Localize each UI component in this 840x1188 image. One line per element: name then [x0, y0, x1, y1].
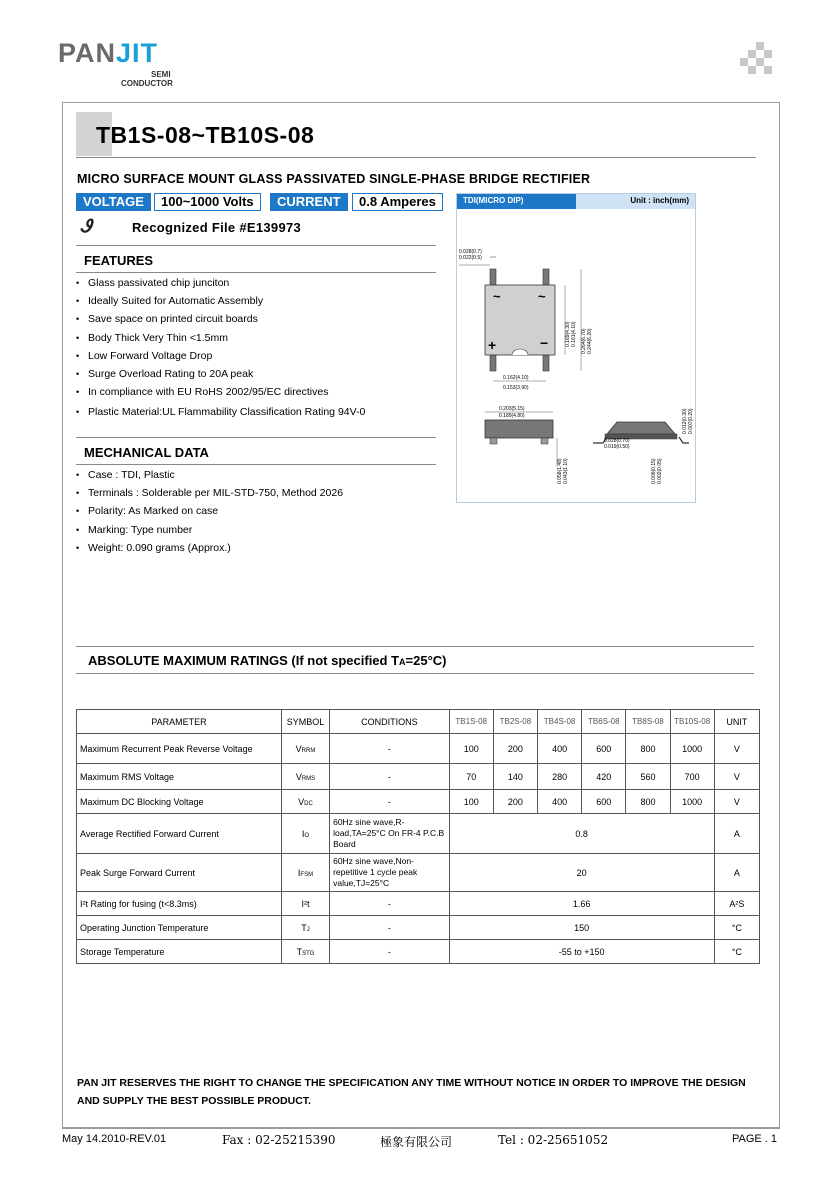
dim-side-width-min: 0.189(4.80) [499, 413, 525, 419]
package-header [457, 194, 695, 209]
mechanical-top-rule [76, 437, 436, 438]
voltage-label: VOLTAGE [76, 193, 151, 211]
ratings-bottom-rule [76, 673, 754, 674]
header-device: TB8S-08 [626, 710, 670, 734]
package-body-side [485, 420, 553, 438]
mark-ac-right: ~ [538, 289, 546, 304]
logo-jit: JIT [116, 38, 159, 68]
logo-pan: PAN [58, 38, 117, 68]
table-row: I²t Rating for fusing (t<8.3ms) I²t - 1.66 A²S [77, 892, 760, 916]
dim-lead-width-max: 0.028(0.7) [459, 249, 482, 255]
dim-pitch-min: 0.153(3.90) [503, 385, 529, 391]
header-device: TB4S-08 [537, 710, 581, 734]
package-name: TDI(MICRO DIP) [463, 196, 524, 205]
ratings-top-rule [76, 646, 754, 647]
list-item: • Weight: 0.090 grams (Approx.) [76, 539, 343, 557]
table-row: Maximum RMS Voltage VRMS - 70 140 280 420 560 700 V [77, 764, 760, 790]
list-item: • Plastic Material:UL Flammability Classification Rating 94V-0 [76, 403, 365, 421]
dim-total-height-max: 0.264(6.70) [581, 328, 587, 354]
list-item: • In compliance with EU RoHS 2002/95/EC directives [76, 383, 365, 401]
dim-foot-max: 0.028(0.70) [604, 438, 630, 444]
header-device: TB10S-08 [670, 710, 714, 734]
footer-tel: Tel : 02-25651052 [498, 1133, 609, 1147]
dim-thickness-min: 0.007(0.20) [688, 408, 694, 434]
package-unit: Unit : inch(mm) [630, 196, 689, 205]
list-item: • Body Thick Very Thin <1.5mm [76, 329, 365, 347]
header-device: TB1S-08 [449, 710, 493, 734]
dim-foot-height-max: 0.006(0.15) [651, 458, 657, 484]
features-title: FEATURES [84, 253, 154, 268]
disclaimer-text: PAN JIT RESERVES THE RIGHT TO CHANGE THE SPECIFICATION ANY TIME WITHOUT NOTICE IN ORDER TO IMPROVE THE DESIGN AND SUPPLY THE BEST POSSIBLE PRODUCT. [77, 1077, 746, 1107]
footer-page: PAGE . 1 [732, 1133, 778, 1145]
decorative-squares-icon [740, 42, 780, 82]
ratings-table [76, 709, 760, 964]
ul-logo-icon: Ꮽ [80, 216, 92, 236]
panjit-logo [58, 40, 198, 90]
footer-fax: Fax : 02-25215390 [222, 1133, 336, 1147]
dim-lead-width-min: 0.022(0.5) [459, 255, 482, 261]
header-device: TB2S-08 [493, 710, 537, 734]
dim-side-width-max: 0.203(5.15) [499, 406, 525, 412]
features-top-rule [76, 245, 436, 246]
dim-body-height-max: 0.169(4.30) [565, 321, 571, 347]
logo-semi: SEMI [151, 70, 171, 79]
lead-top-left [490, 269, 496, 285]
dim-side-height-max: 0.058(1.48) [557, 458, 563, 484]
table-row: Operating Junction Temperature TJ - 150 °C [77, 916, 760, 940]
mechanical-bottom-rule [76, 464, 436, 465]
mechanical-list [76, 466, 343, 557]
header-conditions: CONDITIONS [330, 710, 450, 734]
ratings-title: ABSOLUTE MAXIMUM RATINGS (If not specified TA=25°C) [88, 653, 447, 668]
features-bottom-rule [76, 272, 436, 273]
dim-body-height-min: 0.161(4.10) [571, 321, 577, 347]
features-list [76, 274, 365, 422]
table-row: Maximum Recurrent Peak Reverse Voltage VRRM - 100 200 400 600 800 1000 V [77, 734, 760, 764]
footer-company: 極象有限公司 [380, 1135, 453, 1149]
list-item: • Case : TDI, Plastic [76, 466, 343, 484]
header-unit: UNIT [714, 710, 759, 734]
dim-foot-min: 0.019(0.50) [604, 444, 630, 450]
header-parameter: PARAMETER [77, 710, 282, 734]
product-subtitle: MICRO SURFACE MOUNT GLASS PASSIVATED SINGLE-PHASE BRIDGE RECTIFIER [77, 172, 591, 186]
list-item: • Terminals : Solderable per MIL-STD-750, Method 2026 [76, 484, 343, 502]
footer-divider [62, 1128, 780, 1129]
mechanical-title: MECHANICAL DATA [84, 445, 209, 460]
list-item: • Glass passivated chip junciton [76, 274, 365, 292]
ul-recognized-text: Recognized File #E139973 [132, 220, 302, 235]
dim-side-height-min: 0.043(1.10) [563, 458, 569, 484]
current-label: CURRENT [270, 193, 348, 211]
package-drawing [456, 193, 696, 503]
package-outline-svg [457, 209, 695, 503]
mark-minus: − [540, 335, 549, 351]
logo-conductor: CONDUCTOR [121, 79, 173, 88]
voltage-value: 100~1000 Volts [154, 193, 261, 211]
table-row: Average Rectified Forward Current IO 60Hz sine wave,R-load,TA=25°C On FR-4 P.C.B Board 0.8 A [77, 814, 760, 854]
table-header-row [77, 710, 760, 734]
list-item: • Low Forward Voltage Drop [76, 347, 365, 365]
dim-total-height-min: 0.244(6.20) [587, 328, 593, 354]
dim-foot-height-min: 0.002(0.05) [657, 458, 663, 484]
list-item: • Save space on printed circuit boards [76, 310, 365, 328]
package-profile [607, 422, 675, 434]
title-divider [76, 157, 756, 158]
page-title: TB1S-08~TB10S-08 [96, 122, 315, 148]
list-item: • Surge Overload Rating to 20A peak [76, 365, 365, 383]
list-item: • Marking: Type number [76, 521, 343, 539]
table-row: Peak Surge Forward Current IFSM 60Hz sine wave,Non-repetitive 1 cycle peak value,TJ=25°C 20 A [77, 854, 760, 892]
list-item: • Polarity: As Marked on case [76, 502, 343, 520]
mark-ac-left: ~ [493, 289, 501, 304]
table-row: Storage Temperature TSTG - -55 to +150 °C [77, 940, 760, 964]
mark-plus: + [488, 337, 497, 353]
lead-top-right [543, 269, 549, 285]
lead-bottom-left [490, 355, 496, 371]
dim-pitch-max: 0.162(4.10) [503, 375, 529, 381]
current-value: 0.8 Amperes [352, 193, 443, 211]
table-row: Maximum DC Blocking Voltage VDC - 100 200 400 600 800 1000 V [77, 790, 760, 814]
header-device: TB6S-08 [582, 710, 626, 734]
footer-date: May 14.2010-REV.01 [62, 1133, 167, 1145]
list-item: • Ideally Suited for Automatic Assembly [76, 292, 365, 310]
header-symbol: SYMBOL [281, 710, 329, 734]
dim-thickness-max: 0.012(0.30) [682, 408, 688, 434]
lead-bottom-right [543, 355, 549, 371]
